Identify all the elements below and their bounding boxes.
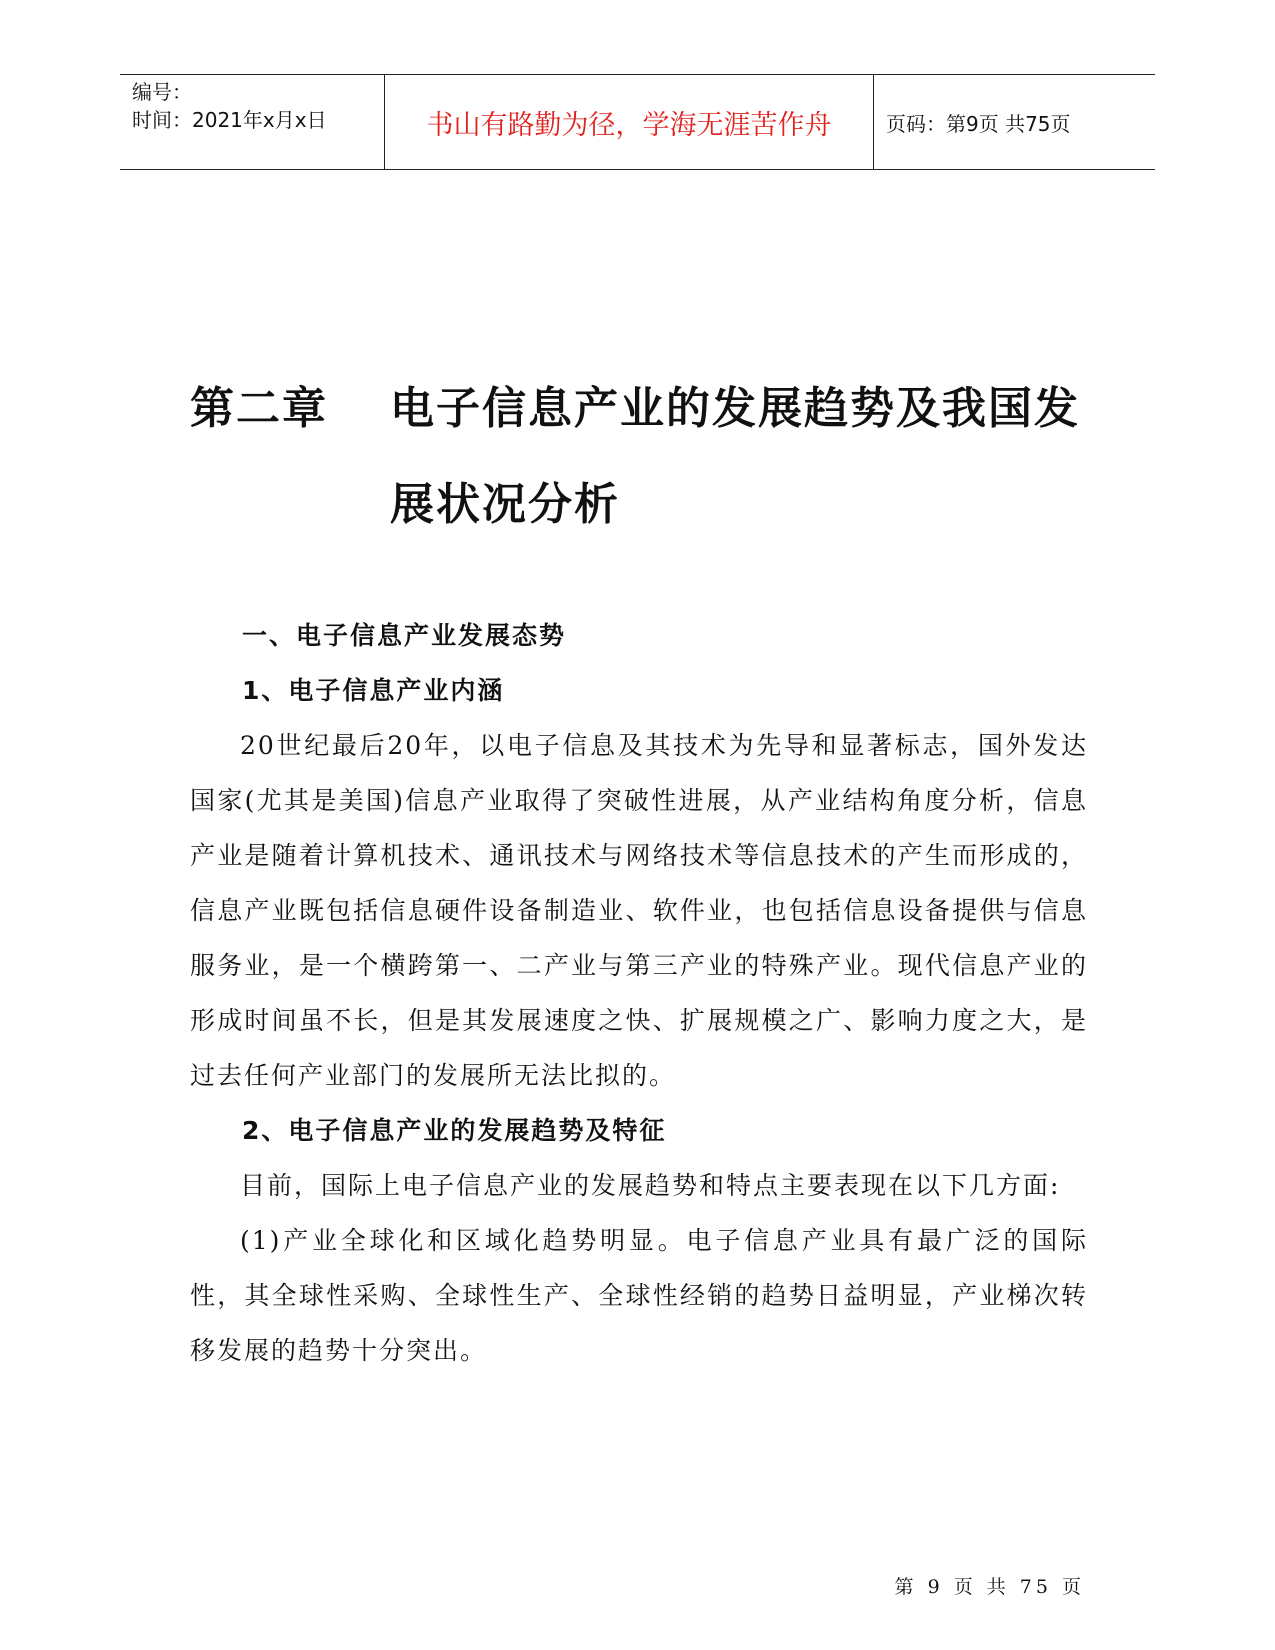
section-heading: 一、电子信息产业发展态势 [242,621,567,650]
chapter-title-line2: 展状况分析 [390,479,620,530]
paragraph: (1)产业全球化和区域化趋势明显。电子信息产业具有最广泛的国际性，其全球性采购、全球性生产、全球性经销的趋势日益明显，产业梯次转移发展的趋势十分突出。 [190,1226,1088,1365]
motto: 书山有路勤为径，学海无涯苦作舟 [385,75,874,169]
document-header [120,74,1155,170]
date-label: 时间：2021年x月x日 [132,108,327,132]
chapter-number: 第二章 [190,383,328,434]
document-body [190,608,1088,1378]
paragraph: 目前，国际上电子信息产业的发展趋势和特点主要表现在以下几方面: [240,1171,1061,1200]
header-meta-cell [120,75,385,169]
serial-number-label: 编号： [132,80,192,104]
paragraph: 20世纪最后20年，以电子信息及其技术为先导和显著标志，国外发达国家(尤其是美国)信息产业取得了突破性进展，从产业结构角度分析，信息产业是随着计算机技术、通讯技术与网络技术等信息技术的产生而形成的，信息产业既包括信息硬件设备制造业、软件业，也包括信息设备提供与信息服务业，是一个横跨第一、二产业与第三产业的特殊产业。现代信息产业的形成时间虽不长，但是其发展速度之快、扩展规模之广、影响力度之大，是过去任何产业部门的发展所无法比拟的。 [190,731,1088,1090]
page-footer: 第 9 页 共 75 页 [894,1576,1085,1598]
chapter-title-text: 电子信息产业的发展趋势及我国发 [390,383,1080,434]
subsection-heading: 2、电子信息产业的发展趋势及特征 [242,1116,667,1145]
header-page-info: 页码：第9页 共75页 [886,111,1071,136]
subsection-heading: 1、电子信息产业内涵 [242,676,505,705]
chapter-title-line1 [190,372,1080,436]
